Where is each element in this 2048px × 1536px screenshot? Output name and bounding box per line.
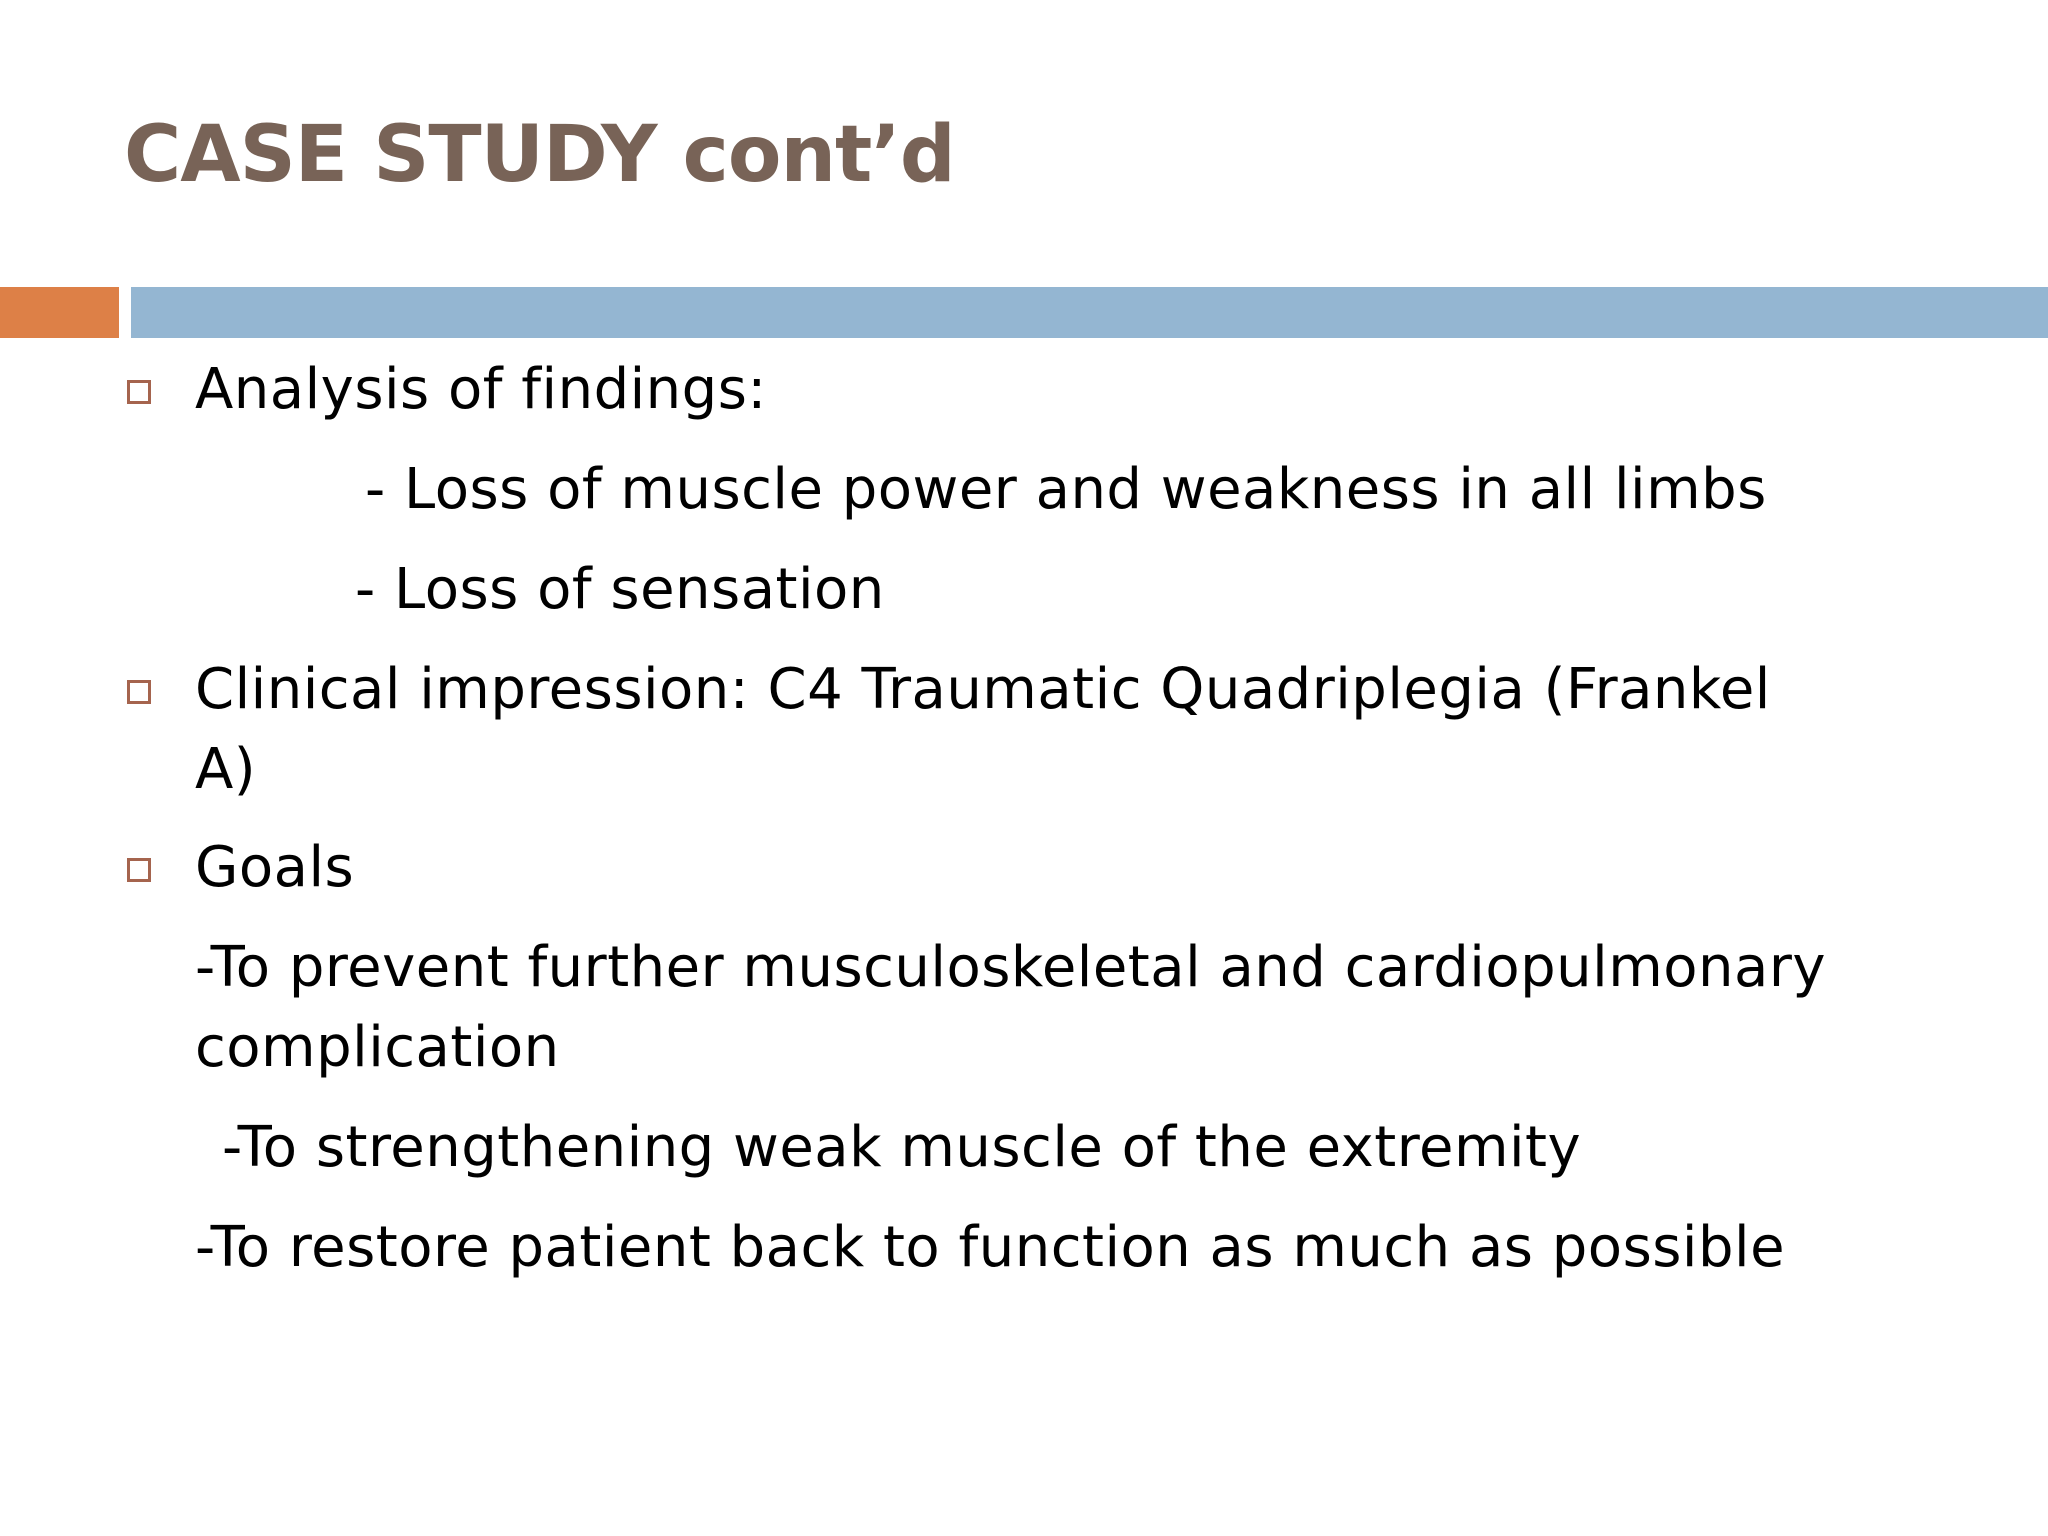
list-item: A)	[195, 737, 257, 802]
list-item: -To strengthening weak muscle of the extremity	[222, 1115, 1582, 1180]
list-item: Goals	[195, 835, 355, 900]
hollow-square-icon	[127, 380, 151, 404]
hollow-square-icon	[127, 680, 151, 704]
list-item: Analysis of findings:	[195, 357, 767, 422]
list-item: - Loss of sensation	[355, 557, 885, 622]
list-item: -To restore patient back to function as much as possible	[195, 1215, 1786, 1280]
list-item: complication	[195, 1015, 560, 1080]
slide-title: CASE STUDY cont’d	[124, 110, 955, 200]
hollow-square-icon	[127, 858, 151, 882]
list-item: Clinical impression: C4 Traumatic Quadriplegia (Frankel	[195, 657, 1771, 722]
list-item: - Loss of muscle power and weakness in all limbs	[365, 457, 1767, 522]
list-item: -To prevent further musculoskeletal and cardiopulmonary	[195, 935, 1826, 1000]
